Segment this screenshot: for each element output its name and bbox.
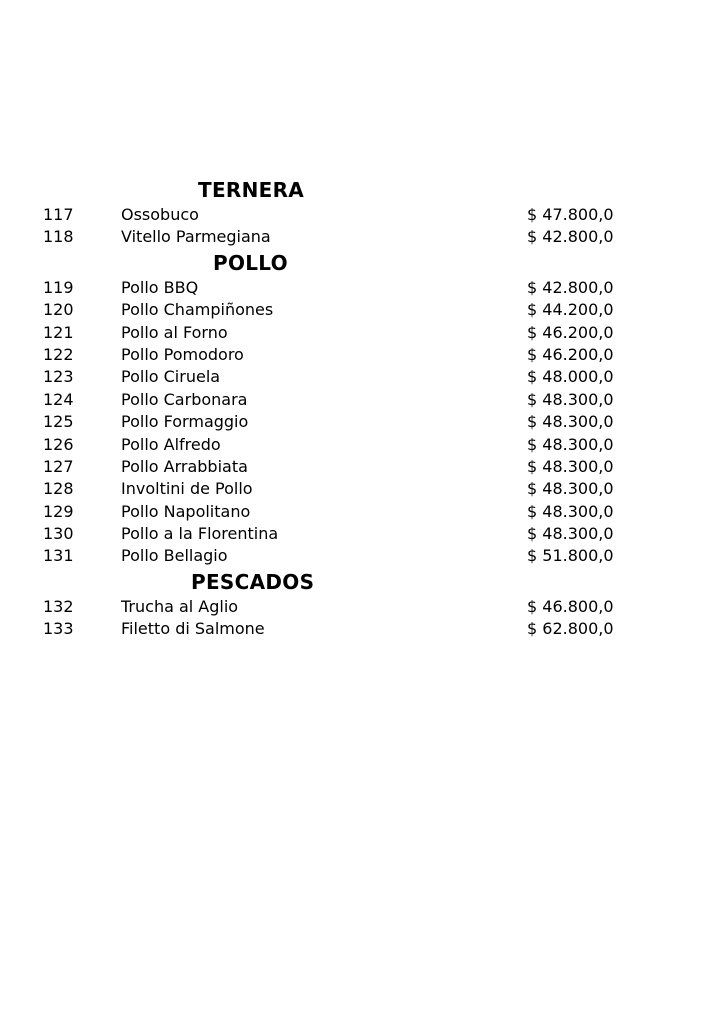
item-number: 129 [43, 501, 74, 521]
menu-item-row [0, 299, 724, 321]
item-name: Pollo al Forno [121, 322, 228, 342]
menu-item-row [0, 411, 724, 433]
item-number: 124 [43, 389, 74, 409]
item-name: Pollo BBQ [121, 277, 199, 297]
item-price: $ 48.300,0 [527, 524, 614, 544]
item-price: $ 51.800,0 [527, 546, 614, 566]
menu-item-row [0, 366, 724, 388]
menu-item-row [0, 344, 724, 366]
item-name: Pollo Formaggio [121, 412, 249, 432]
item-name: Involtini de Pollo [121, 479, 253, 499]
item-number: 122 [43, 344, 74, 364]
item-number: 126 [43, 434, 74, 454]
item-price: $ 46.800,0 [527, 596, 614, 616]
item-price: $ 48.300,0 [527, 501, 614, 521]
menu-item-row [0, 501, 724, 523]
item-number: 132 [43, 596, 74, 616]
item-number: 120 [43, 300, 74, 320]
item-number: 131 [43, 546, 74, 566]
menu-item-row [0, 277, 724, 299]
menu-item-row [0, 389, 724, 411]
menu-item-row [0, 618, 724, 640]
item-number: 133 [43, 619, 74, 639]
menu-item-row [0, 478, 724, 500]
item-name: Pollo Pomodoro [121, 344, 244, 364]
item-price: $ 48.300,0 [527, 412, 614, 432]
section-title-pollo: POLLO [213, 250, 288, 275]
item-number: 127 [43, 456, 74, 476]
item-name: Pollo Ciruela [121, 367, 221, 387]
item-name: Filetto di Salmone [121, 619, 265, 639]
menu-item-row [0, 523, 724, 545]
menu-item-row [0, 226, 724, 248]
item-number: 130 [43, 524, 74, 544]
item-number: 119 [43, 277, 74, 297]
item-price: $ 46.200,0 [527, 344, 614, 364]
section-title-ternera: TERNERA [198, 178, 305, 202]
item-price: $ 42.800,0 [527, 227, 614, 247]
item-name: Pollo Bellagio [121, 546, 228, 566]
item-number: 123 [43, 367, 74, 387]
menu-item-row [0, 434, 724, 456]
item-name: Pollo Champiñones [121, 300, 274, 320]
menu-item-row [0, 322, 724, 344]
menu-item-row [0, 456, 724, 478]
item-number: 128 [43, 479, 74, 499]
menu-item-row [0, 545, 724, 567]
item-price: $ 48.300,0 [527, 456, 614, 476]
item-name: Pollo a la Florentina [121, 524, 279, 544]
menu-item-row [0, 204, 724, 226]
section-title-pescados: PESCADOS [191, 569, 315, 594]
item-name: Pollo Napolitano [121, 501, 251, 521]
item-price: $ 48.300,0 [527, 479, 614, 499]
item-price: $ 48.000,0 [527, 367, 614, 387]
item-price: $ 44.200,0 [527, 300, 614, 320]
item-number: 121 [43, 322, 74, 342]
item-name: Vitello Parmegiana [121, 227, 271, 247]
item-price: $ 46.200,0 [527, 322, 614, 342]
item-price: $ 62.800,0 [527, 619, 614, 639]
item-price: $ 48.300,0 [527, 389, 614, 409]
item-name: Pollo Alfredo [121, 434, 221, 454]
item-price: $ 47.800,0 [527, 205, 614, 224]
item-price: $ 42.800,0 [527, 277, 614, 297]
item-number: 125 [43, 412, 74, 432]
item-price: $ 48.300,0 [527, 434, 614, 454]
item-name: Ossobuco [121, 205, 199, 224]
item-number: 118 [43, 227, 74, 247]
menu-item-row [0, 596, 724, 618]
item-number: 117 [43, 205, 74, 224]
menu-page [0, 176, 724, 641]
item-name: Pollo Carbonara [121, 389, 248, 409]
item-name: Pollo Arrabbiata [121, 456, 248, 476]
item-name: Trucha al Aglio [121, 596, 239, 616]
